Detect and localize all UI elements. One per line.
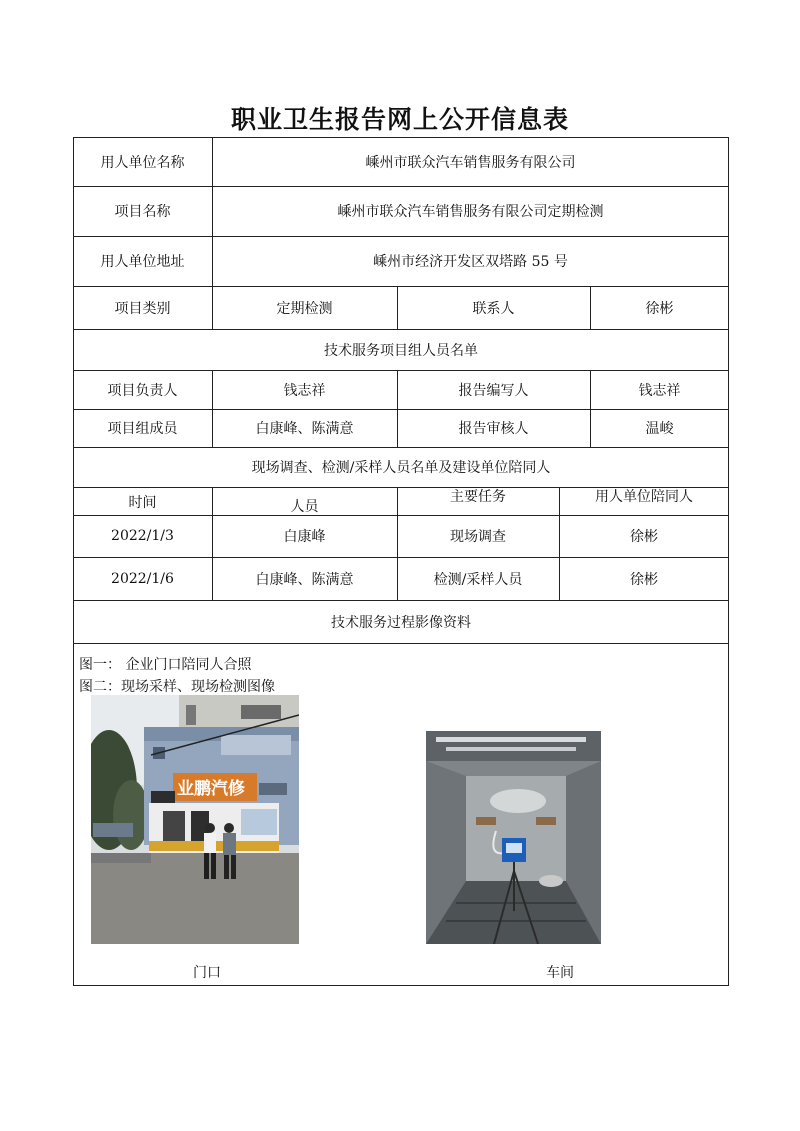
survey-date: 2022/1/3: [111, 528, 174, 544]
team-heading: 技术服务项目组人员名单: [324, 342, 478, 359]
col-header-task: 主要任务: [450, 489, 506, 505]
image-note-2: 图二：现场采样、现场检测图像: [79, 679, 275, 695]
members: 白康峰、陈满意: [255, 421, 354, 437]
project-name-label: 项目名称: [114, 204, 171, 220]
storefront-photo: [91, 695, 299, 944]
row-divider: [73, 643, 729, 644]
survey-escort: 徐彬: [630, 529, 658, 545]
col-header-personnel: 人员: [290, 499, 319, 515]
project-type-label: 项目类别: [114, 300, 171, 317]
employer-address-label: 用人单位地址: [100, 254, 185, 270]
caption-gate: 门口: [193, 965, 221, 981]
survey-escort: 徐彬: [630, 571, 658, 588]
leader: 钱志祥: [283, 382, 326, 399]
survey-heading: 现场调查、检测/采样人员名单及建设单位陪同人: [251, 460, 551, 476]
employer-name: 嵊州市联众汽车销售服务有限公司: [365, 154, 576, 171]
survey-task: 检测/采样人员: [433, 571, 523, 588]
storefront-sign-text: 业鹏汽修: [177, 779, 245, 799]
reviewer-label: 报告审核人: [458, 421, 529, 437]
employer-address: 嵊州市经济开发区双塔路 55 号: [373, 254, 568, 270]
col-header-escort: 用人单位陪同人: [595, 489, 693, 505]
caption-workshop: 车间: [546, 965, 574, 981]
employer-name-label: 用人单位名称: [100, 154, 185, 171]
page-title: 职业卫生报告网上公开信息表: [230, 105, 569, 134]
leader-label: 项目负责人: [107, 382, 178, 399]
members-label: 项目组成员: [107, 421, 178, 437]
contact: 徐彬: [645, 300, 674, 317]
image-note-1: 图一： 企业门口陪同人合照: [79, 657, 252, 673]
workshop-illustration: [426, 731, 601, 944]
workshop-photo: [426, 731, 601, 944]
reviewer: 温峻: [645, 421, 674, 437]
contact-label: 联系人: [472, 300, 515, 317]
survey-task: 现场调查: [450, 529, 506, 545]
project-type: 定期检测: [276, 300, 333, 317]
writer: 钱志祥: [638, 382, 681, 399]
col-header-time: 时间: [128, 495, 157, 511]
images-heading: 技术服务过程影像资料: [331, 614, 471, 631]
storefront-illustration: [91, 695, 299, 944]
project-name: 嵊州市联众汽车销售服务有限公司定期检测: [337, 204, 604, 220]
survey-personnel: 白康峰: [283, 529, 326, 545]
survey-personnel: 白康峰、陈满意: [255, 571, 354, 588]
writer-label: 报告编写人: [458, 382, 529, 399]
survey-date: 2022/1/6: [111, 570, 174, 587]
